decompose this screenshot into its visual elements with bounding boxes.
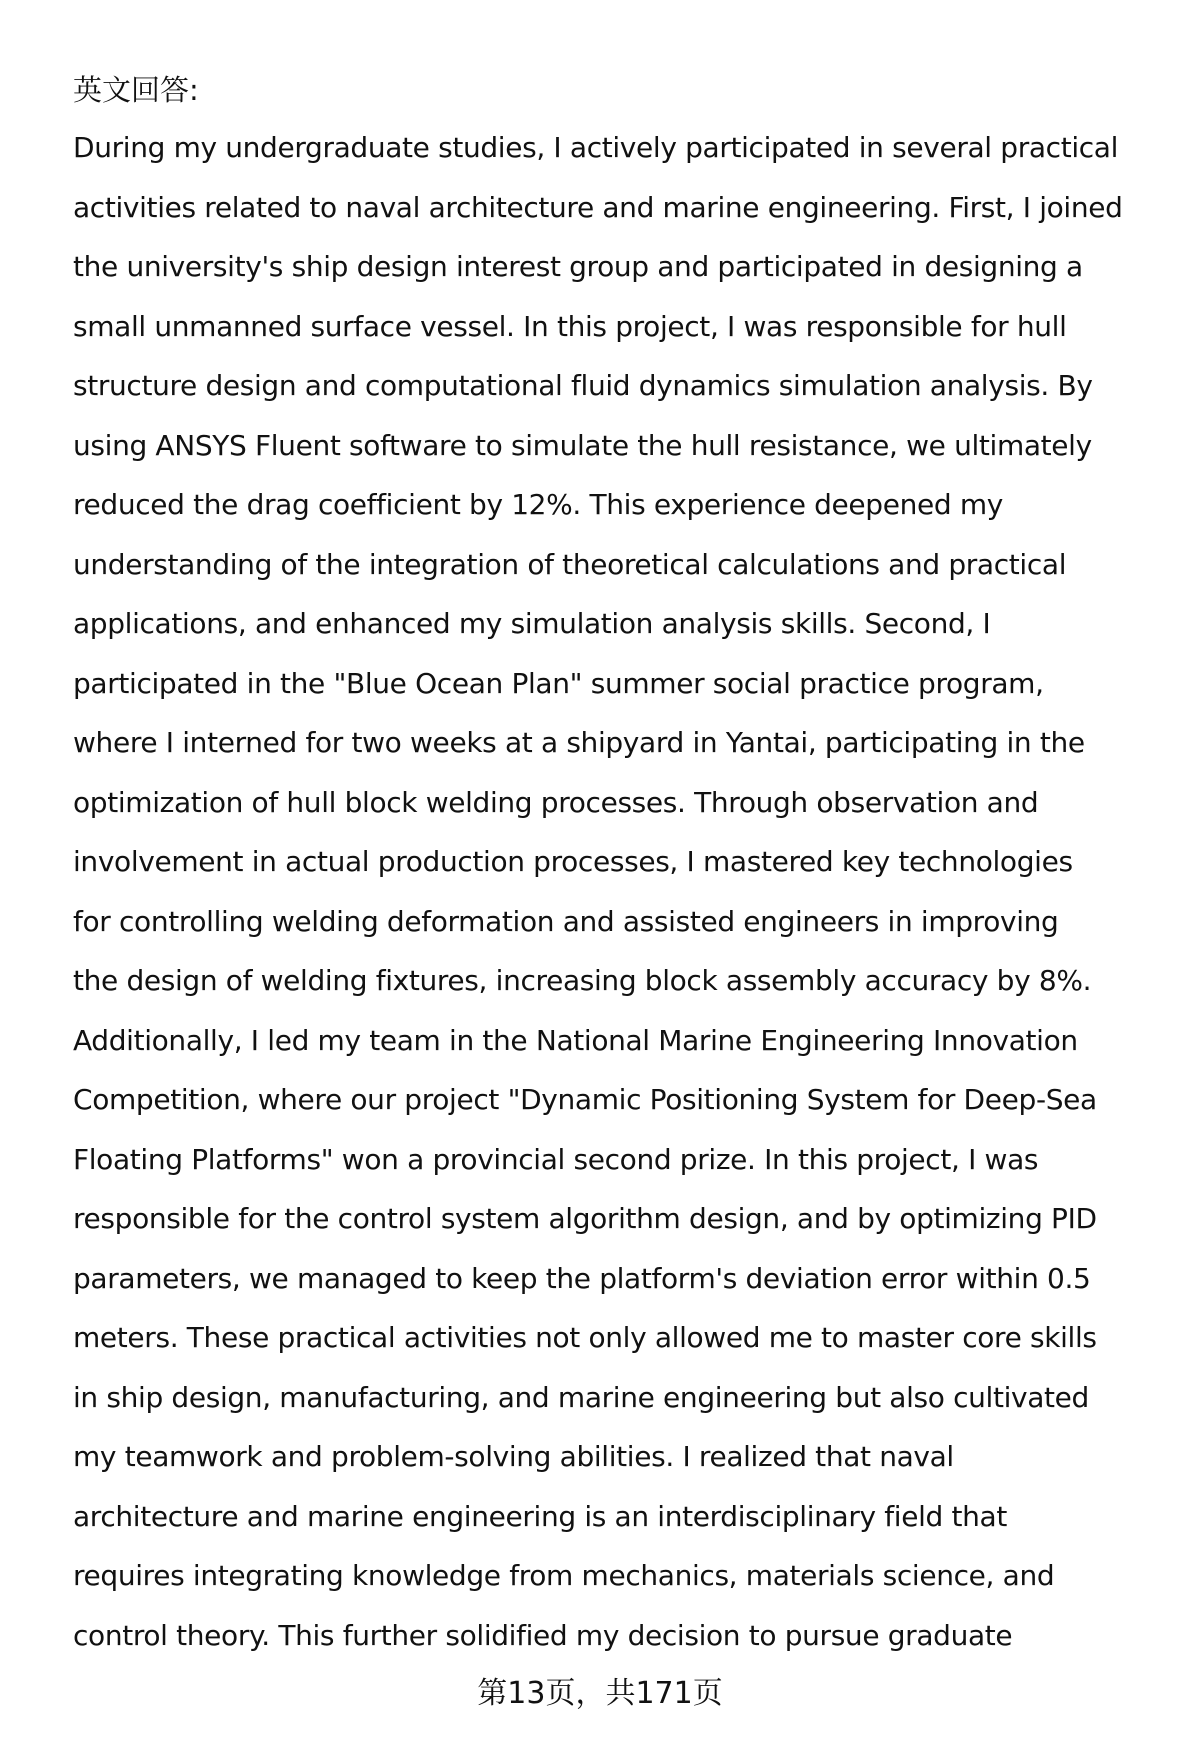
text-line: parameters, we managed to keep the platform's deviation error within 0.5 xyxy=(73,1261,1091,1295)
text-line: for controlling welding deformation and assisted engineers in improving xyxy=(73,904,1059,938)
text-line: During my undergraduate studies, I actively participated in several practical xyxy=(73,131,1119,164)
text-line: participated in the "Blue Ocean Plan" summer social practice program, xyxy=(73,666,1044,700)
text-line: control theory. This further solidified my decision to pursue graduate xyxy=(73,1618,1013,1652)
text-line: the university's ship design interest group and participated in designing a xyxy=(73,250,1083,283)
text-line: Additionally, I led my team in the National Marine Engineering Innovation xyxy=(73,1023,1078,1057)
text-line: Floating Platforms" won a provincial second prize. In this project, I was xyxy=(73,1142,1039,1176)
text-line: optimization of hull block welding processes. Through observation and xyxy=(73,785,1039,819)
text-line: the design of welding fixtures, increasing block assembly accuracy by 8%. xyxy=(73,964,1092,997)
text-line: my teamwork and problem-solving abilities. I realized that naval xyxy=(73,1440,954,1473)
text-line: in ship design, manufacturing, and marine engineering but also cultivated xyxy=(73,1380,1089,1414)
text-line: reduced the drag coefficient by 12%. This experience deepened my xyxy=(73,488,1003,521)
text-line: applications, and enhanced my simulation analysis skills. Second, I xyxy=(73,607,991,640)
text-line: architecture and marine engineering is an interdisciplinary field that xyxy=(73,1499,1007,1533)
answer-paragraph xyxy=(73,118,1183,1665)
text-line: understanding of the integration of theoretical calculations and practical xyxy=(73,547,1067,581)
section-heading: 英文回答: xyxy=(73,73,199,107)
text-line: small unmanned surface vessel. In this project, I was responsible for hull xyxy=(73,309,1067,343)
text-line: requires integrating knowledge from mechanics, materials science, and xyxy=(73,1559,1055,1592)
page-number: 第13页，共171页 xyxy=(477,1676,723,1711)
text-line: responsible for the control system algorithm design, and by optimizing PID xyxy=(73,1202,1097,1235)
text-line: meters. These practical activities not only allowed me to master core skills xyxy=(73,1321,1097,1354)
text-line: using ANSYS Fluent software to simulate the hull resistance, we ultimately xyxy=(73,428,1092,462)
text-line: Competition, where our project "Dynamic Positioning System for Deep-Sea xyxy=(73,1083,1097,1116)
text-line: involvement in actual production processes, I mastered key technologies xyxy=(73,845,1073,878)
text-line: structure design and computational fluid dynamics simulation analysis. By xyxy=(73,369,1093,402)
text-line: where I interned for two weeks at a shipyard in Yantai, participating in the xyxy=(73,726,1085,759)
text-line: activities related to naval architecture and marine engineering. First, I joined xyxy=(73,190,1123,224)
